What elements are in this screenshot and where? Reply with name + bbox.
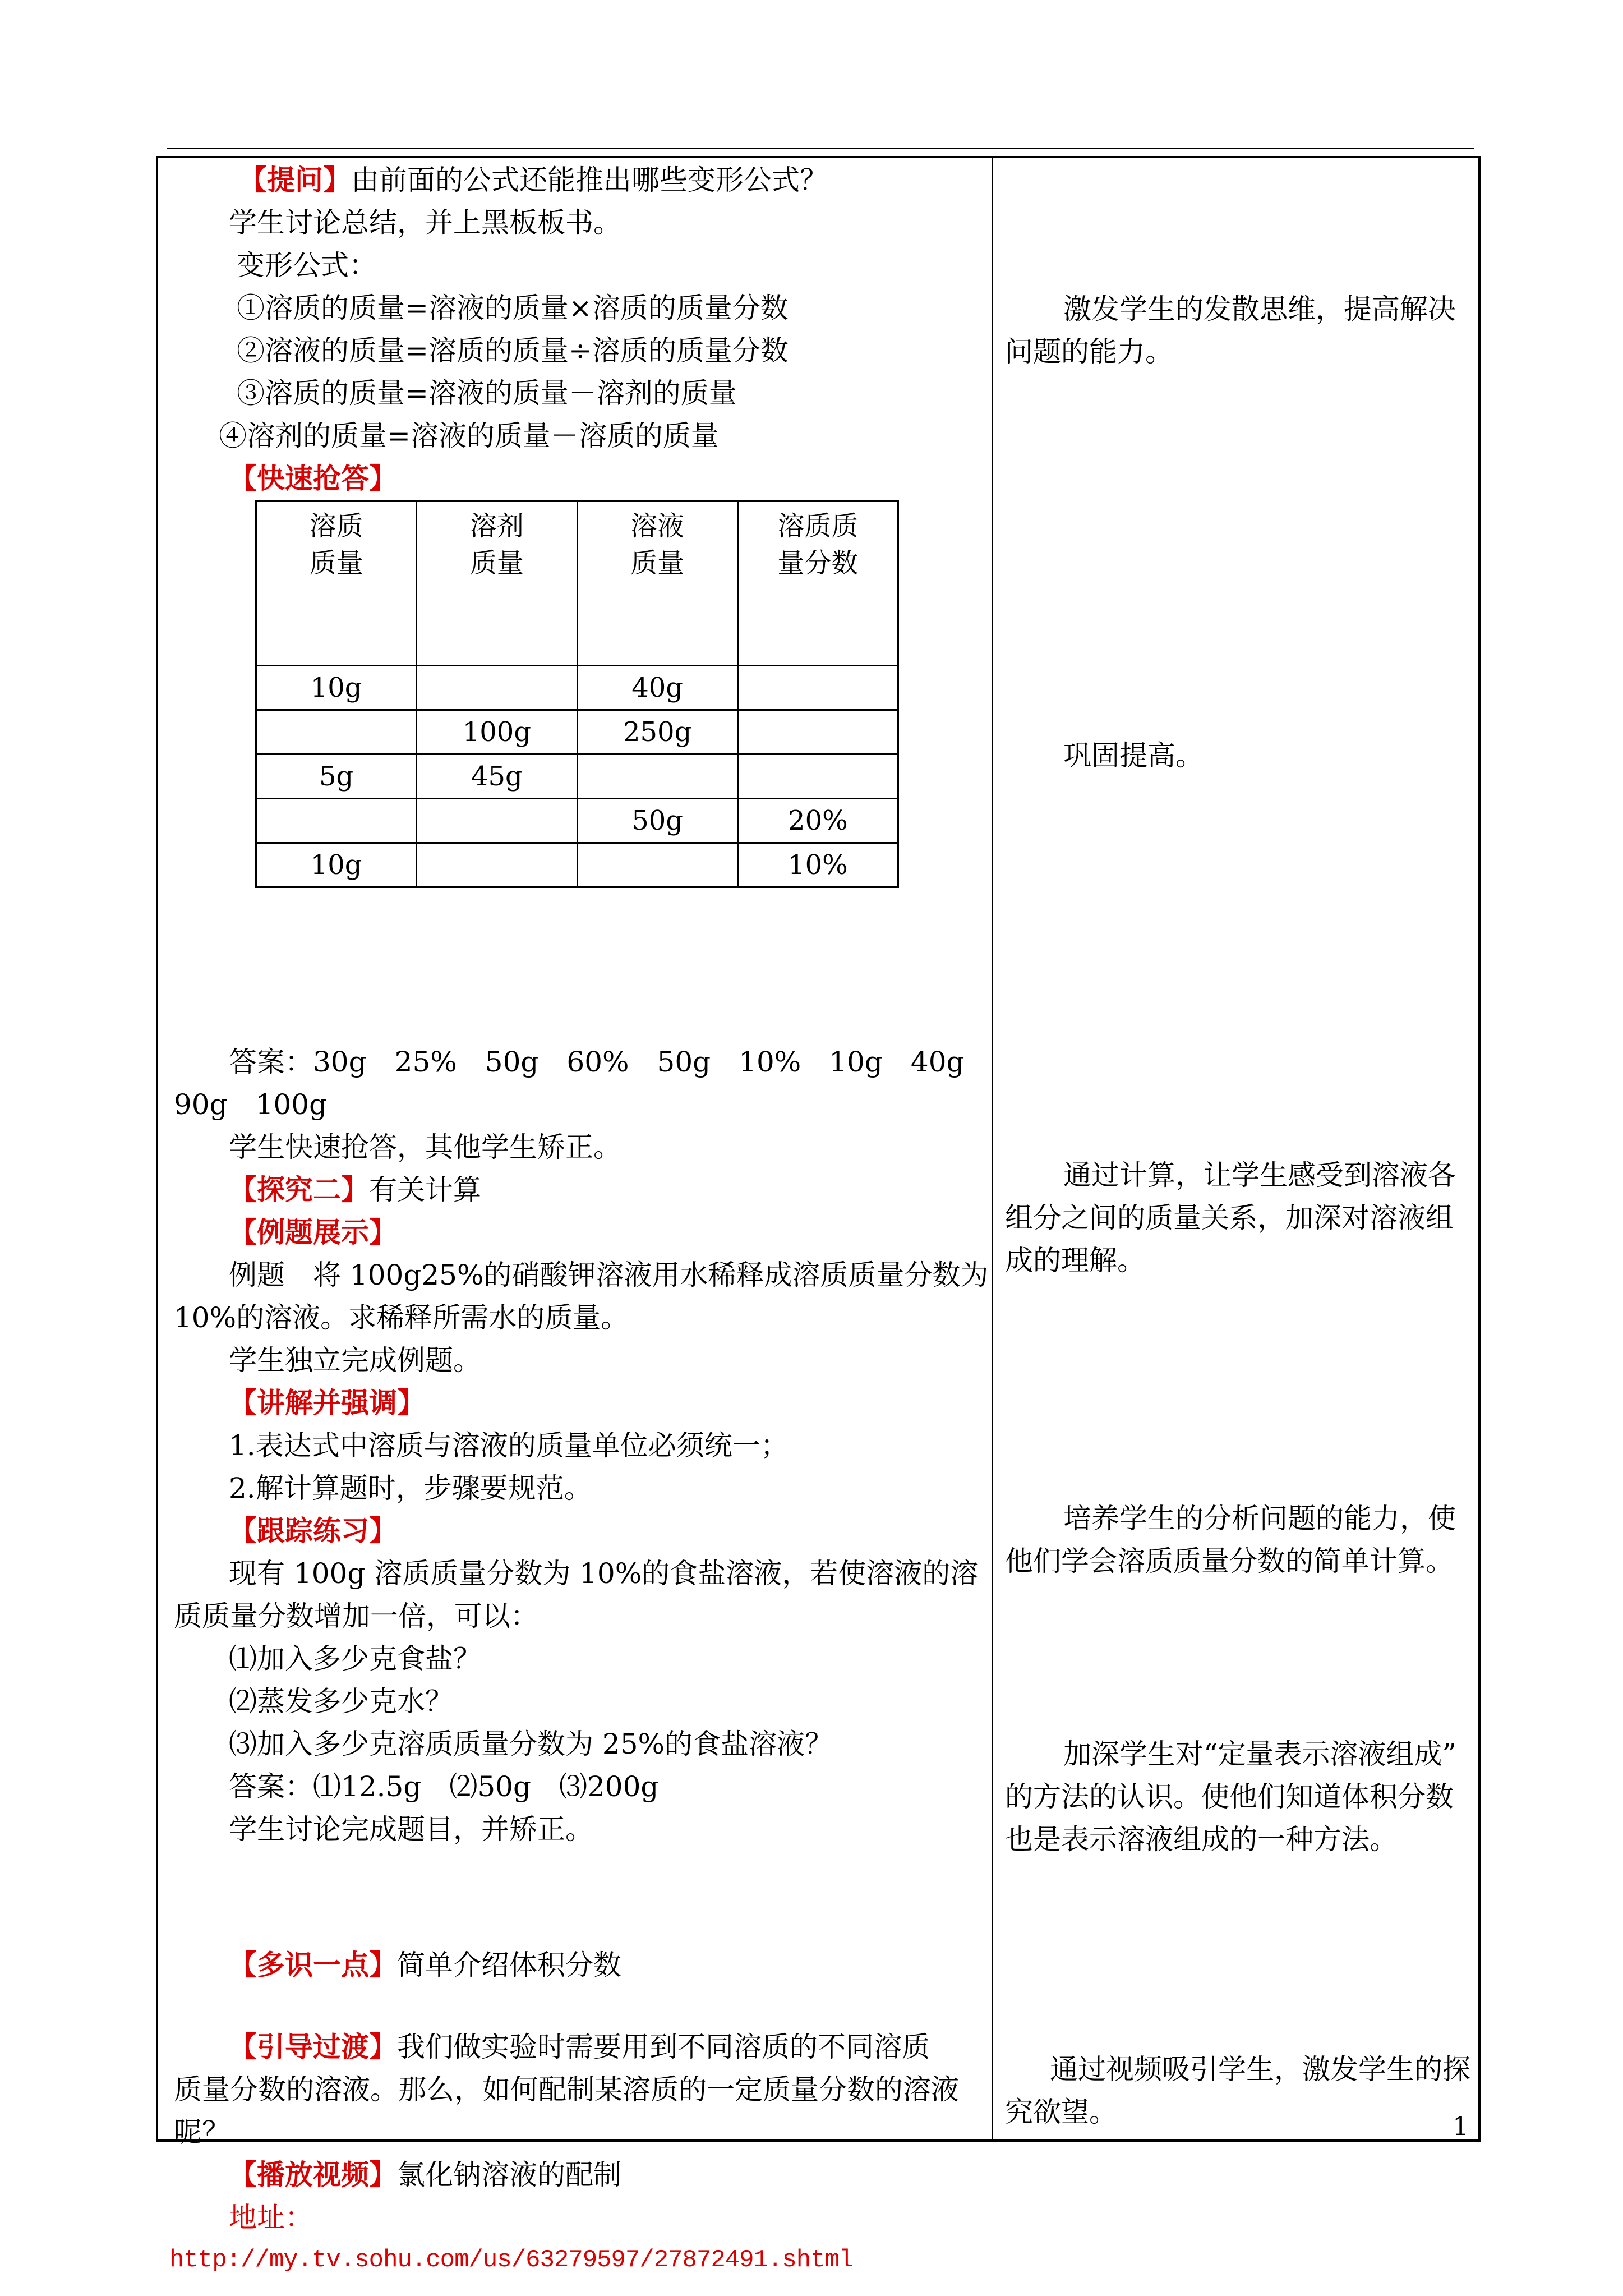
header-rule [167,148,1474,149]
exercise-question-2: ⑵蒸发多少克水？ [229,1685,453,1718]
header-line: 溶剂 [469,510,524,542]
address-label: 地址： [229,2201,313,2234]
header-line: 量分数 [777,547,859,579]
exercise-question-3: ⑶加入多少克溶质质量分数为 25%的食盐溶液？ [229,1728,833,1760]
table-cell [417,843,577,887]
table-cell: 50g [577,799,737,843]
table-cell [737,754,898,799]
table-cell: 10g [256,843,417,887]
table-cell [256,710,417,754]
more-knowledge-line [229,1947,621,1984]
note-1-line-1: 激发学生的发散思维，提高解决 [1063,293,1456,325]
tracking-tag: 【跟踪练习】 [229,1514,397,1547]
table-cell [737,710,898,754]
note-5-line-3: 也是表示溶液组成的一种方法。 [1005,1823,1398,1856]
note-5-line-1: 加深学生对“定量表示溶液组成” [1063,1738,1457,1770]
header-cell [737,501,898,666]
table-row [256,754,898,799]
page-number: 1 [1453,2111,1469,2141]
quick-answer-table [255,500,899,888]
note-4-line-2: 他们学会溶质质量分数的简单计算。 [1005,1545,1454,1577]
example-tag-line [229,1214,397,1251]
note-2-line-1: 巩固提高。 [1063,739,1204,772]
tracking-tag-line [229,1512,397,1549]
header-line: 溶液 [630,510,685,542]
quick-answer-tag-text: 【快速抢答】 [229,462,397,495]
header-cell [417,501,577,666]
note-4-line-1: 培养学生的分析问题的能力，使 [1063,1502,1456,1535]
exercise-question-1: ⑴加入多少克食盐？ [229,1642,481,1675]
table-cell: 45g [417,754,577,799]
tracking-line-2: 质质量分数增加一倍，可以： [174,1600,538,1632]
table-row [256,666,898,710]
answer-line-2: 90g 100g [174,1088,328,1121]
formula-4: ④溶剂的质量=溶液的质量－溶质的质量 [219,420,719,452]
quick-answer-tag [229,460,397,497]
question-tag: 【提问】 [239,163,351,196]
header-cell [256,501,417,666]
table-cell [577,843,737,887]
table-cell: 40g [577,666,737,710]
guide-line-2: 质量分数的溶液。那么，如何配制某溶质的一定质量分数的溶液 [174,2073,959,2106]
header-line: 溶质质 [777,510,859,542]
table-cell: 10g [256,666,417,710]
header-cell [577,501,737,666]
video-tag: 【播放视频】 [229,2158,397,2191]
lesson-table [156,156,1481,2274]
table-cell: 100g [417,710,577,754]
emphasis-tag-line [229,1384,425,1421]
table-cell [577,754,737,799]
example-done-line: 学生独立完成例题。 [229,1344,481,1377]
header-line: 质量 [469,547,524,579]
guide-text: 我们做实验时需要用到不同溶质的不同溶质 [397,2031,930,2063]
note-1-line-2: 问题的能力。 [1005,335,1173,368]
question-line [239,162,828,199]
emphasis-point-2: 2.解计算题时，步骤要规范。 [229,1472,592,1504]
table-cell [417,799,577,843]
table-row [256,843,898,887]
tracking-done-line: 学生讨论完成题目，并矫正。 [229,1813,593,1846]
explore-tag: 【探究二】 [229,1173,369,1206]
more-knowledge-text: 简单介绍体积分数 [397,1949,621,1981]
table-cell [737,666,898,710]
formula-2: ②溶液的质量=溶质的质量÷溶质的质量分数 [237,334,789,367]
note-3-line-3: 成的理解。 [1005,1244,1145,1277]
note-3-line-1: 通过计算，让学生感受到溶液各 [1063,1159,1456,1191]
explore-text: 有关计算 [369,1174,481,1206]
note-6-line-2: 究欲望。 [1005,2096,1117,2128]
table-cell [256,799,417,843]
note-5-line-2: 的方法的认识。使他们知道体积分数 [1005,1780,1454,1813]
emphasis-point-1: 1.表达式中溶质与溶液的质量单位必须统一； [229,1429,789,1462]
example-tag: 【例题展示】 [229,1216,397,1249]
table-row [256,799,898,843]
guide-line-3: 呢？ [174,2116,230,2148]
header-line: 溶质 [309,510,363,542]
explore-line [229,1171,481,1208]
formula-3: ③溶质的质量=溶液的质量－溶剂的质量 [237,377,737,409]
answer-line-1: 答案：30g 25% 50g 60% 50g 10% 10g 40g [229,1046,965,1078]
guide-tag: 【引导过渡】 [229,2030,397,2063]
example-line-1: 例题 将 100g25%的硝酸钾溶液用水稀释成溶质质量分数为 [229,1259,989,1291]
formula-1: ①溶质的质量=溶液的质量×溶质的质量分数 [237,292,789,324]
video-line [229,2156,621,2193]
table-row [256,710,898,754]
video-url-link[interactable]: http://my.tv.sohu.com/us/63279597/27872491.shtml [169,2246,854,2274]
more-knowledge-tag: 【多识一点】 [229,1948,397,1981]
example-line-2: 10%的溶液。求稀释所需水的质量。 [174,1301,629,1334]
question-text: 由前面的公式还能推出哪些变形公式？ [351,164,828,196]
discussion-line: 学生讨论总结，并上黑板板书。 [229,206,621,239]
header-line: 质量 [309,547,363,579]
table-cell: 5g [256,754,417,799]
table-cell: 20% [737,799,898,843]
note-6-line-1: 通过视频吸引学生，激发学生的探 [1050,2053,1470,2086]
video-text: 氯化钠溶液的配制 [397,2159,621,2191]
exercise-answer: 答案：⑴12.5g ⑵50g ⑶200g [229,1770,659,1803]
column-divider [992,158,993,2139]
table-cell: 250g [577,710,737,754]
note-3-line-2: 组分之间的质量关系，加深对溶液组 [1005,1202,1454,1234]
emphasis-tag: 【讲解并强调】 [229,1386,425,1419]
table-header-row [256,501,898,666]
header-line: 质量 [630,547,685,579]
table-cell [417,666,577,710]
guide-line-1 [229,2028,930,2065]
quick-done-line: 学生快速抢答，其他学生矫正。 [229,1131,621,1163]
table-cell: 10% [737,843,898,887]
tracking-line-1: 现有 100g 溶质质量分数为 10%的食盐溶液，若使溶液的溶 [229,1557,979,1590]
formula-heading: 变形公式： [237,249,377,282]
